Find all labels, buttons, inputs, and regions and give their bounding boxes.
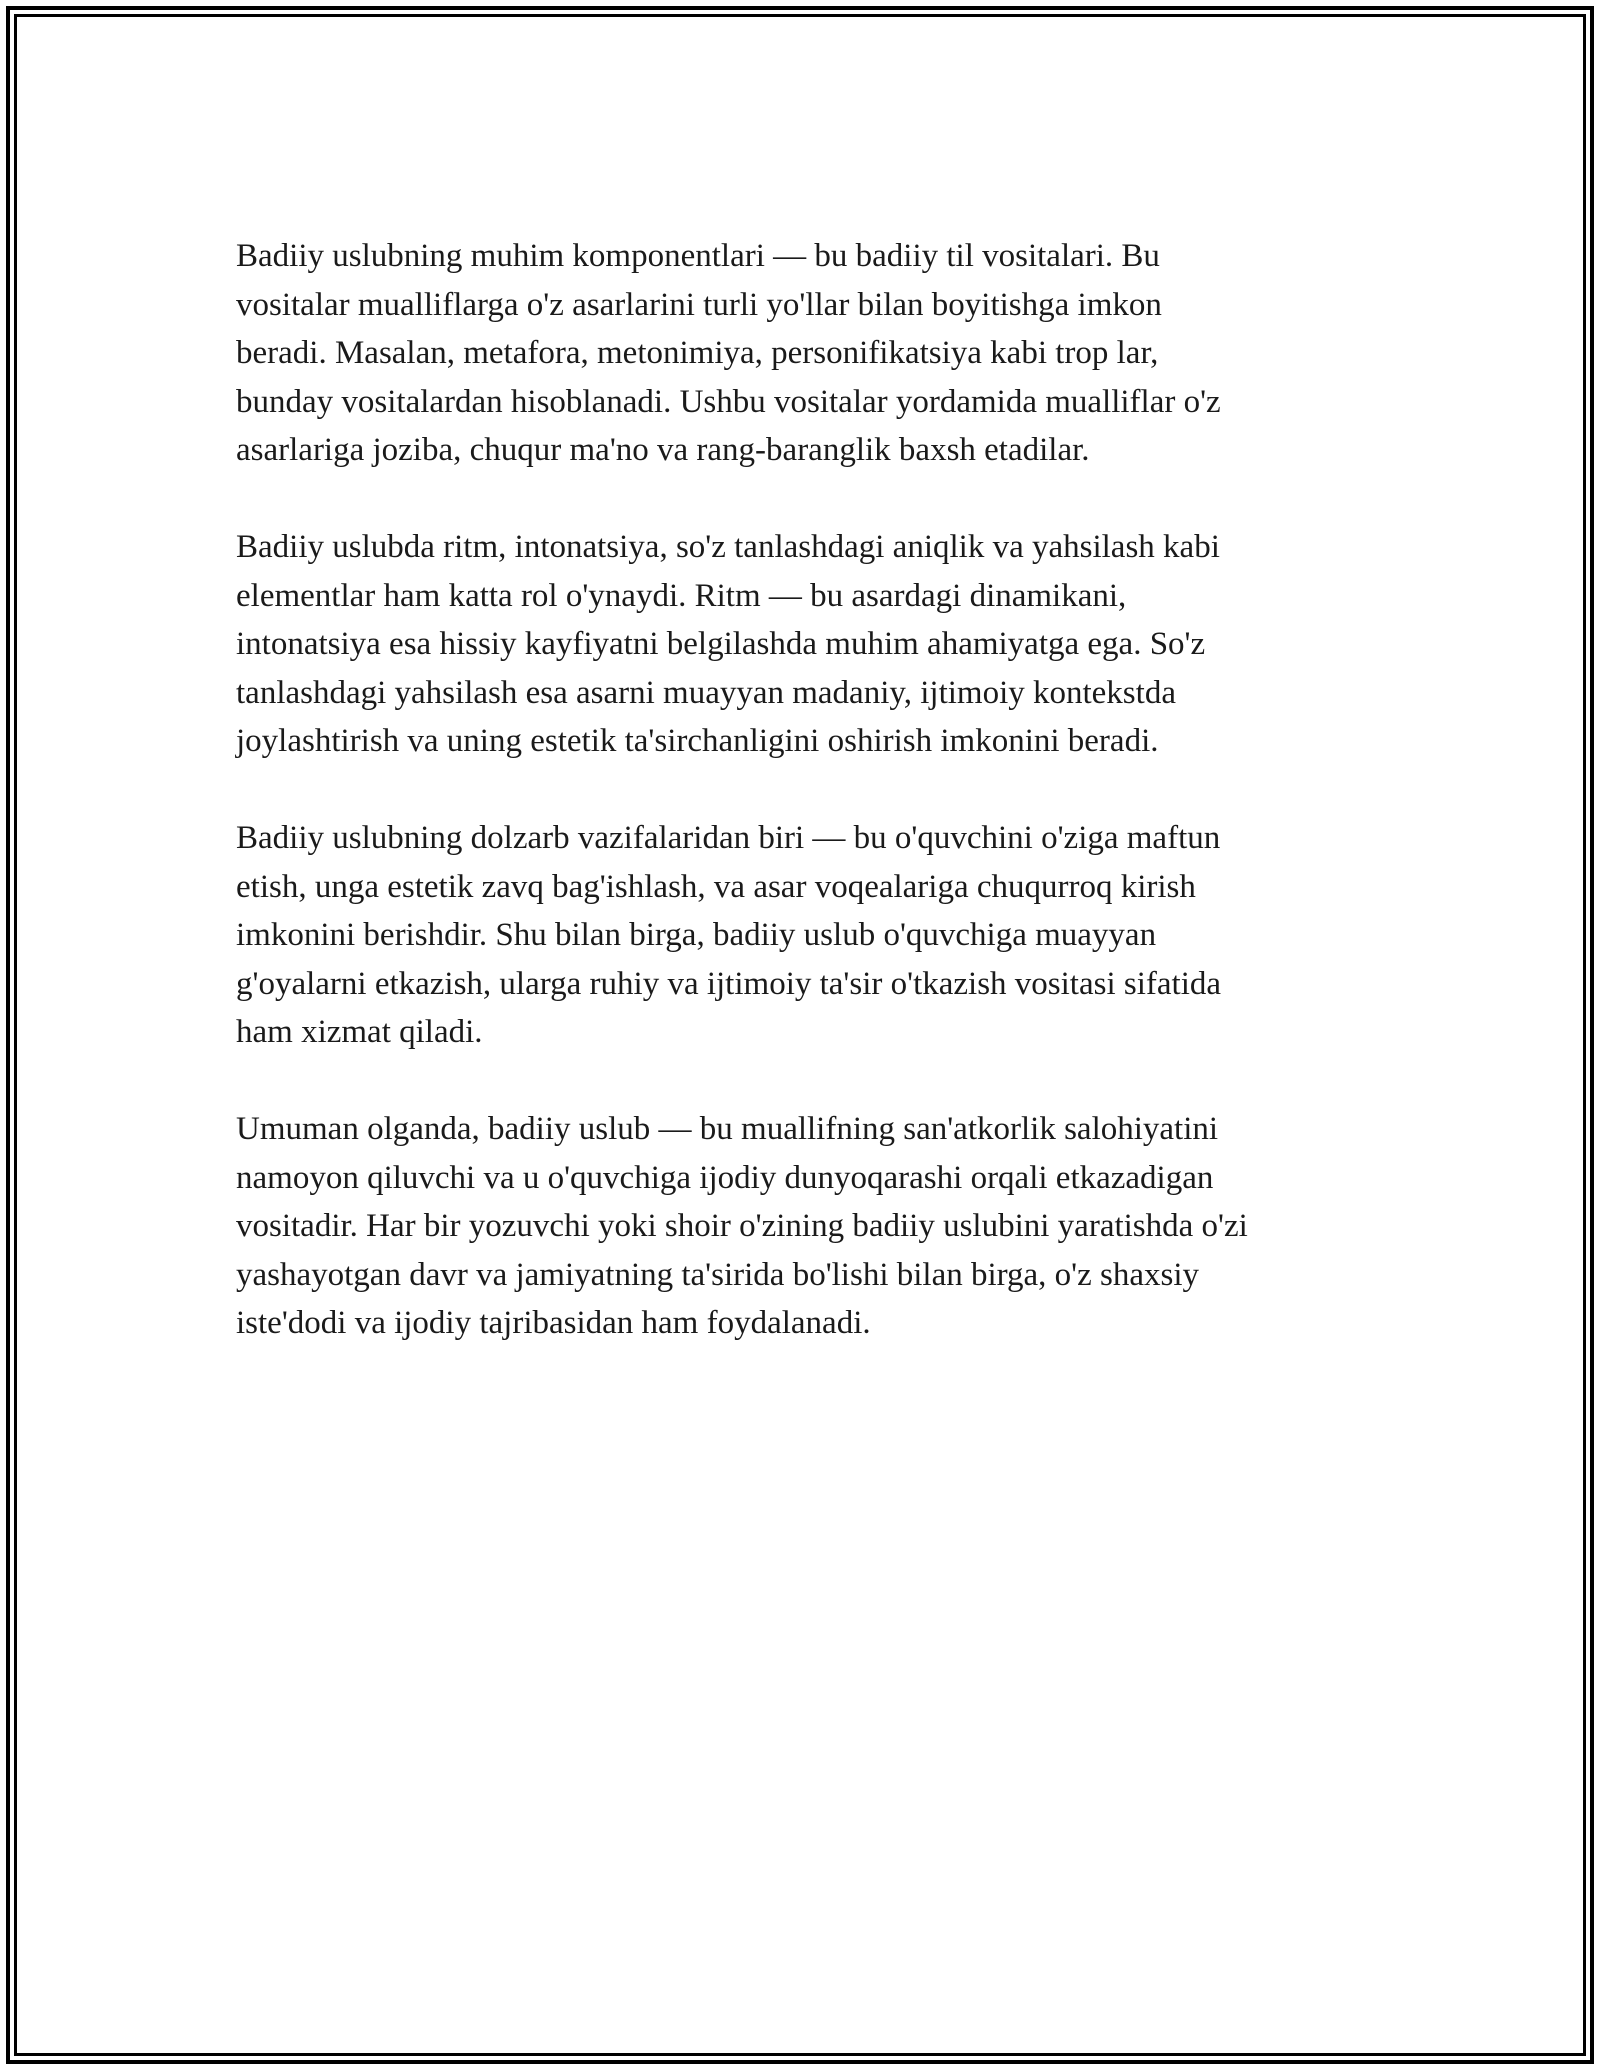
document-body	[236, 232, 1386, 1396]
paragraph-2: Badiiy uslubda ritm, intonatsiya, so'z tanlashdagi aniqlik va yahsilash kabi elementlar ham katta rol o'ynaydi. Ritm — bu asardagi dinamikani, intonatsiya esa hissiy kayfiyatni belgilashda muhim ahamiyatga ega. So'z tanlashdagi yahsilash esa asarni muayyan madaniy, ijtimoiy kontekstda joylashtirish va uning estetik ta'sirchanligini oshirish imkonini beradi.	[236, 529, 1220, 759]
paragraph-4: Umuman olganda, badiiy uslub — bu muallifning san'atkorlik salohiyatini namoyon qiluvchi va u o'quvchiga ijodiy dunyoqarashi orqali etkazadigan vositadir. Har bir yozuvchi yoki shoir o'zining badiiy uslubini yaratishda o'zi yashayotgan davr va jamiyatning ta'sirida bo'lishi bilan birga, o'z shaxsiy iste'dodi va ijodiy tajribasidan ham foydalanadi.	[236, 1111, 1248, 1341]
paragraph-3: Badiiy uslubning dolzarb vazifalaridan biri — bu o'quvchini o'ziga maftun etish, unga estetik zavq bag'ishlash, va asar voqealariga chuqurroq kirish imkonini berishdir. Shu bilan birga, badiiy uslub o'quvchiga muayyan g'oyalarni etkazish, ularga ruhiy va ijtimoiy ta'sir o'tkazish vositasi sifatida ham xizmat qiladi.	[236, 820, 1222, 1050]
paragraph-1: Badiiy uslubning muhim komponentlari — bu badiiy til vositalari. Bu vositalar mualliflarga o'z asarlarini turli yo'llar bilan boyitishga imkon beradi. Masalan, metafora, metonimiya, personifikatsiya kabi trop lar, bunday vositalardan hisoblanadi. Ushbu vositalar yordamida mualliflar o'z asarlariga joziba, chuqur ma'no va rang-baranglik baxsh etadilar.	[236, 238, 1221, 468]
